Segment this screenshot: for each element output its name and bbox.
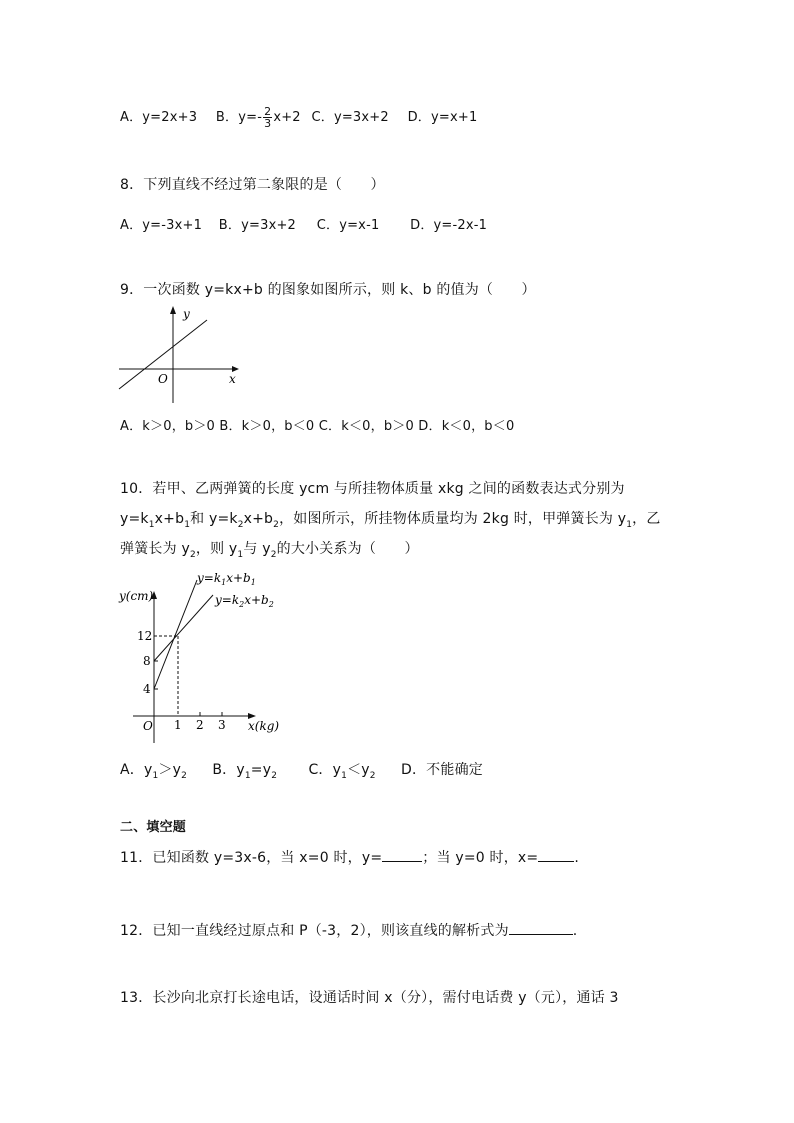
- q12: 12．已知一直线经过原点和 P（-3，2），则该直线的解析式为 .: [120, 923, 578, 939]
- section-heading: 二、填空题: [120, 820, 187, 835]
- q10-y-tick-label: 8: [143, 654, 151, 668]
- q8-option-c: C．y=x-1: [316, 218, 380, 233]
- q9-y-label: y: [183, 307, 190, 321]
- fraction: $\frac{2}{3}$: [264, 105, 272, 130]
- q10-x-tick-label: 3: [218, 718, 226, 732]
- q7-options: [120, 106, 477, 129]
- q10-graph: [115, 565, 290, 747]
- q10-x-tick-label: 1: [174, 718, 182, 732]
- q10-x-tick-label: 2: [196, 718, 204, 732]
- q7-option-c: C．y=3x+2: [311, 110, 389, 125]
- q10-line-1-label: $y=k_1x+b_1$: [197, 571, 256, 587]
- q9-graph: [115, 303, 245, 407]
- q7-option-d: D．y=x+1: [407, 110, 478, 125]
- q9-stem: 9．一次函数 y=kx+b 的图象如图所示，则 k、b 的值为（ ）: [120, 282, 536, 298]
- q10-option-b: B．$y_1=y_2$: [212, 762, 278, 781]
- q8-option-a: A．y=-3x+1: [120, 218, 203, 233]
- q9-option-d: D．k＜0，b＜0: [418, 419, 515, 434]
- q9-option-c: C．k＜0，b＞0: [318, 419, 414, 434]
- q10-y-tick-label: 12: [137, 629, 153, 643]
- q9-option-b: B．k＞0，b＜0: [219, 419, 315, 434]
- q10-origin-label: O: [143, 719, 153, 733]
- q10-option-d: D．不能确定: [401, 762, 483, 778]
- q7-option-b: B．y=- $\frac{2}{3}$ x+2: [215, 105, 301, 130]
- q10-line-1: [154, 580, 197, 689]
- q8-stem: 8．下列直线不经过第二象限的是（ ）: [120, 177, 385, 193]
- q8-option-b: B．y=3x+2: [218, 218, 297, 233]
- q10-option-a: A．$y_1>y_2$: [120, 762, 188, 781]
- q10-x-label: x(kg): [248, 719, 280, 733]
- q10-line3: 弹簧长为 $y_2$，则 $y_1$与 $y_2$的大小关系为（ ）: [120, 541, 419, 560]
- q9-origin-label: O: [158, 372, 168, 386]
- q10-y-tick-label: 4: [143, 682, 151, 696]
- q9-option-a: A．k＞0，b＞0: [120, 419, 216, 434]
- q8-option-d: D．y=-2x-1: [410, 218, 488, 233]
- q10-line2: $y=k_1x+b_1$和 $y=k_2x+b_2$，如图所示，所挂物体质量均为 2kg 时，甲弹簧长为 $y_1$，乙: [120, 511, 661, 530]
- q9-x-label: x: [229, 372, 236, 386]
- q11: 11．已知函数 y=3x-6，当 x=0 时，y= ；当 y=0 时，x= .: [120, 850, 579, 866]
- q8-options: [120, 214, 487, 233]
- q7-option-a: A．y=2x+3: [120, 110, 198, 125]
- answer-blank[interactable]: [382, 849, 422, 862]
- q10-line1: 10．若甲、乙两弹簧的长度 ycm 与所挂物体质量 xkg 之间的函数表达式分别为: [120, 481, 625, 497]
- q10-options: [120, 759, 483, 781]
- q13: 13．长沙向北京打长途电话，设通话时间 x（分），需付电话费 y（元），通话 3: [120, 990, 619, 1006]
- answer-blank[interactable]: [509, 922, 573, 935]
- q9-options: [120, 415, 514, 434]
- answer-blank[interactable]: [538, 849, 574, 862]
- q9-y-arrow: [170, 306, 176, 314]
- q10-line-2-label: $y=k_2x+b_2$: [215, 593, 274, 609]
- q10-y-label: y(cm): [119, 589, 154, 603]
- q10-option-c: C．$y_1<y_2$: [308, 762, 376, 781]
- q10-line-2: [154, 595, 213, 661]
